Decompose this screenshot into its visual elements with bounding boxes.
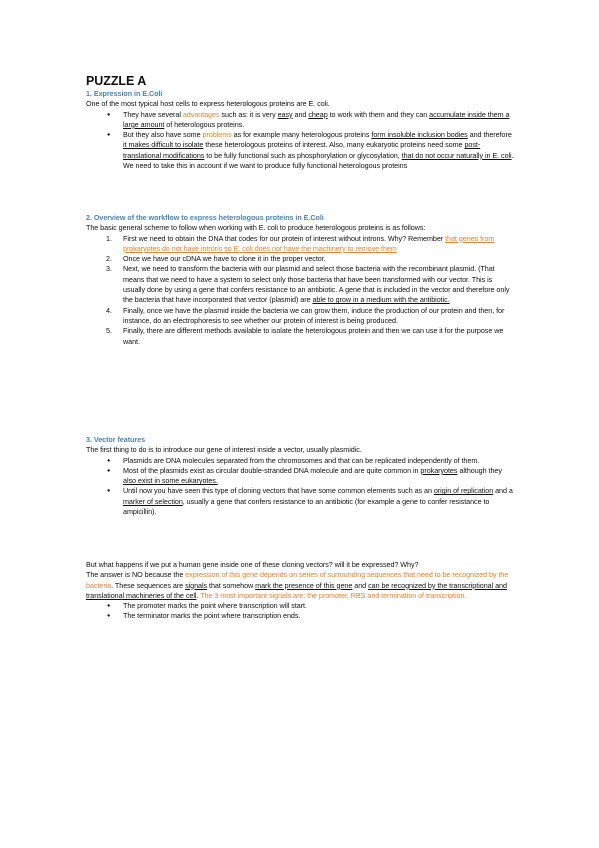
- section-heading: 1. Expression in E.Coli: [86, 89, 163, 98]
- list-item-2: 2. Once we have our cDNA we have to clone it in the proper vector.: [106, 254, 326, 264]
- document-title: PUZZLE A: [86, 74, 147, 88]
- section-intro: The basic general scheme to follow when working with E. coli to produce heterologous proteins is as follows:: [86, 223, 426, 233]
- question-paragraph: But what happens if we put a human gene inside one of these cloning vectors? will it be expressed? Why?: [86, 560, 419, 569]
- bullet-item-terminator: ● The terminator marks the point where transcription ends.: [86, 611, 514, 621]
- section-intro: One of the most typical host cells to express heterologous proteins are E. coli.: [86, 99, 330, 109]
- section-expression-ecoli: [86, 89, 514, 171]
- section-workflow-overview: [86, 213, 514, 347]
- numbered-list: [86, 234, 514, 347]
- list-item-1: 1. First we need to obtain the DNA that codes for our protein of interest without introns. Why? Remember that genes from prokaryotes do not have introns so E. coli does not have the machinery to remove them: [106, 233, 495, 253]
- section-intro: The first thing to do is to introduce our gene of interest inside a vector, usually plasmidic.: [86, 445, 362, 455]
- bullet-item-circular: ● Most of the plasmids exist as circular double-stranded DNA molecule and are quite common in prokaryotes although they also exist in some eukaryotes.: [86, 466, 514, 487]
- bullet-item-advantages: ● They have several advantages such as: it is very easy and cheap to work with them and they can accumulate inside them a large amount of heterologous proteins.: [86, 110, 514, 131]
- bullet-list: [86, 456, 514, 518]
- bullet-item-problems: ● But they also have some problems as for example many heterologous proteins form insoluble inclusion bodies and therefore it makes difficult to isolate these heterologous proteins of interest. Also, many eukaryotic proteins need some post-translational modifications to be fully functional such as phosphorylation or glycosylation, that do not occur naturally in E. coli. We need to take this in account if we want to produce fully functional heterologous proteins: [86, 130, 514, 171]
- bullet-list: [86, 110, 514, 172]
- section-heading: 3. Vector features: [86, 435, 146, 444]
- section-vector-features: [86, 435, 514, 517]
- list-item-4: 4. Finally, once we have the plasmid inside the bacteria we can grow them, induce the production of our protein and then, for instance, do an electrophoresis to see whether our protein of interest is being produced.: [106, 305, 505, 325]
- list-item-5: 5. Finally, there are different methods available to isolate the heterologous protein and then we can use it for the purpose we want.: [106, 326, 504, 346]
- bullet-item-plasmids: ● Plasmids are DNA molecules separated from the chromosomes and that can be replicated independently of them.: [86, 456, 514, 466]
- answer-paragraph: The answer is NO because the expression of this gene depends on series of surrounding sequences that need to be recognized by the bacteria. These sequences are signals that somehow mark the presence of this gene and can be recognized by the transcriptional and translational machineries of the cell. The 3 most important signals are: the promoter, RBS and termination of transcription.: [86, 570, 509, 600]
- section-heading: 2. Overview of the workflow to express heterologous proteins in E.Coli: [86, 213, 324, 222]
- section-expression-question: [86, 560, 514, 622]
- bullet-list: [86, 601, 514, 622]
- list-item-3: 3. Next, we need to transform the bacteria with our plasmid and select those bacteria with the recombinant plasmid. (That means that we need to have a system to select only those bacteria that have been transformed with our vector. This is usually done by using a gene that confers resistance to an antibiotic. A gene that is included in the vector and therefore only the bacteria that have incorporated that vector (plasmid) are able to grow in a medium with the antibiotic.: [106, 264, 510, 305]
- bullet-item-cloning-vectors: ● Until now you have seen this type of cloning vectors that have some common elements such as an origin of replication and a marker of selection, usually a gene that confers resistance to an antibiotic (for example a gene to confer resistance to ampicillin).: [86, 486, 514, 517]
- bullet-item-promoter: ● The promoter marks the point where transcription will start.: [86, 601, 514, 611]
